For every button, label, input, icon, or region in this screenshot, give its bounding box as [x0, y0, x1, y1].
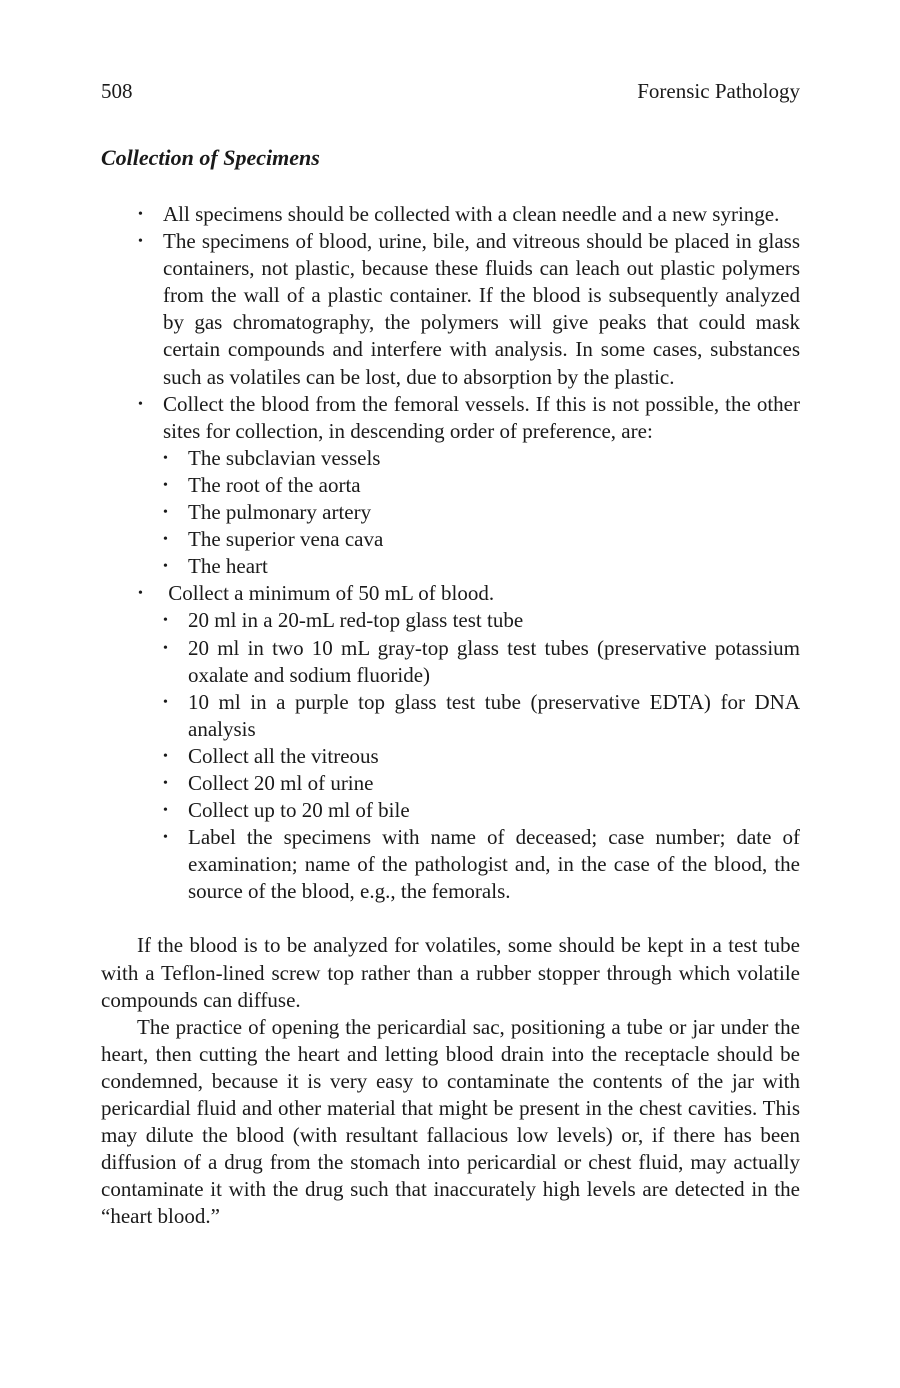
- sub-list-item-text: Collect up to 20 ml of bile: [188, 798, 410, 823]
- sub-list-item: [163, 797, 800, 824]
- collection-sites-list: [163, 445, 800, 580]
- bullet-icon: •: [163, 803, 168, 819]
- bullet-icon: •: [163, 640, 168, 656]
- sub-list-item: [163, 824, 800, 905]
- list-item: [138, 391, 800, 581]
- bullet-icon: •: [138, 234, 143, 250]
- bullet-icon: •: [163, 559, 168, 575]
- sub-list-item: [163, 689, 800, 743]
- sub-list-item: [163, 607, 800, 634]
- bullet-icon: •: [138, 396, 143, 412]
- list-item: [138, 228, 800, 391]
- list-item-text: Collect a minimum of 50 mL of blood.: [163, 581, 495, 606]
- sub-list-item-text: Collect all the vitreous: [188, 743, 379, 768]
- sub-list-item-text: 20 ml in a 20-mL red-top glass test tube: [188, 608, 524, 633]
- list-item-text: All specimens should be collected with a clean needle and a new syringe.: [163, 202, 780, 226]
- sub-list-item: [163, 445, 800, 472]
- sub-list-item-text: Label the specimens with name of deceased; case number; date of examination; name of the pathologist and, in the case of the blood, the source of the blood, e.g., the femorals.: [188, 825, 800, 904]
- sub-list-item-text: The subclavian vessels: [188, 445, 381, 470]
- bullet-icon: •: [163, 613, 168, 629]
- sub-list-item-text: 10 ml in a purple top glass test tube (preservative EDTA) for DNA analysis: [188, 689, 800, 741]
- sub-list-item-text: Collect 20 ml of urine: [188, 770, 374, 795]
- section-title: Collection of Specimens: [101, 145, 320, 170]
- sub-list-item-text: 20 ml in two 10 mL gray-top glass test tubes (preservative potassium oxalate and sodium fluoride): [188, 635, 800, 687]
- sub-list-item: [163, 472, 800, 499]
- sub-list-item-text: The superior vena cava: [188, 527, 384, 552]
- sub-list-item: [163, 526, 800, 553]
- sub-list-item: [163, 553, 800, 580]
- bullet-icon: •: [163, 505, 168, 521]
- bullet-icon: •: [163, 477, 168, 493]
- book-page: [101, 78, 800, 1230]
- bullet-icon: •: [163, 532, 168, 548]
- body-paragraph: The practice of opening the pericardial sac, positioning a tube or jar under the heart, then cutting the heart and letting blood drain into the receptacle should be condemned, because it is very easy to contaminate the contents of the jar with pericardial fluid and other material that might be present in the chest cavities. This may dilute the blood (with resultant fallacious low levels) or, if there has been diffusion of a drug from the stomach into pericardial or chest fluid, may actually contaminate it with the drug such that inaccurately high levels are detected in the “heart blood.”: [101, 1014, 800, 1229]
- list-item-text: Collect the blood from the femoral vessels. If this is not possible, the other sites for collection, in descending order of preference, are:: [163, 391, 800, 443]
- sub-list-item-text: The pulmonary artery: [188, 500, 372, 525]
- list-item: [138, 201, 800, 228]
- bullet-icon: •: [163, 450, 168, 466]
- specimen-bullet-list: [138, 201, 800, 905]
- sub-list-item-text: The root of the aorta: [188, 472, 361, 497]
- bullet-icon: •: [163, 748, 168, 764]
- bullet-icon: •: [163, 694, 168, 710]
- bullet-icon: •: [163, 830, 168, 846]
- running-head: [101, 78, 800, 108]
- list-item: [138, 580, 800, 905]
- list-item-text: The specimens of blood, urine, bile, and vitreous should be placed in glass containers, not plastic, because these fluids can leach out plastic polymers from the wall of a plastic container. If the blood is subsequently analyzed by gas chromatography, the polymers will give peaks that could mask certain compounds and interfere with analysis. In some cases, substances such as volatiles can be lost, due to absorption by the plastic.: [163, 229, 800, 389]
- running-title: Forensic Pathology: [637, 79, 800, 103]
- sub-list-item-text: The heart: [188, 554, 268, 579]
- bullet-icon: •: [138, 207, 143, 222]
- bullet-icon: •: [138, 586, 143, 602]
- page-number: 508: [101, 79, 133, 103]
- blood-collection-list: [163, 607, 800, 905]
- sub-list-item: [163, 743, 800, 770]
- bullet-icon: •: [163, 775, 168, 791]
- sub-list-item: [163, 770, 800, 797]
- body-paragraph: If the blood is to be analyzed for volatiles, some should be kept in a test tube with a Teflon-lined screw top rather than a rubber stopper through which volatile compounds can diffuse.: [101, 933, 800, 1012]
- sub-list-item: [163, 499, 800, 526]
- sub-list-item: [163, 635, 800, 689]
